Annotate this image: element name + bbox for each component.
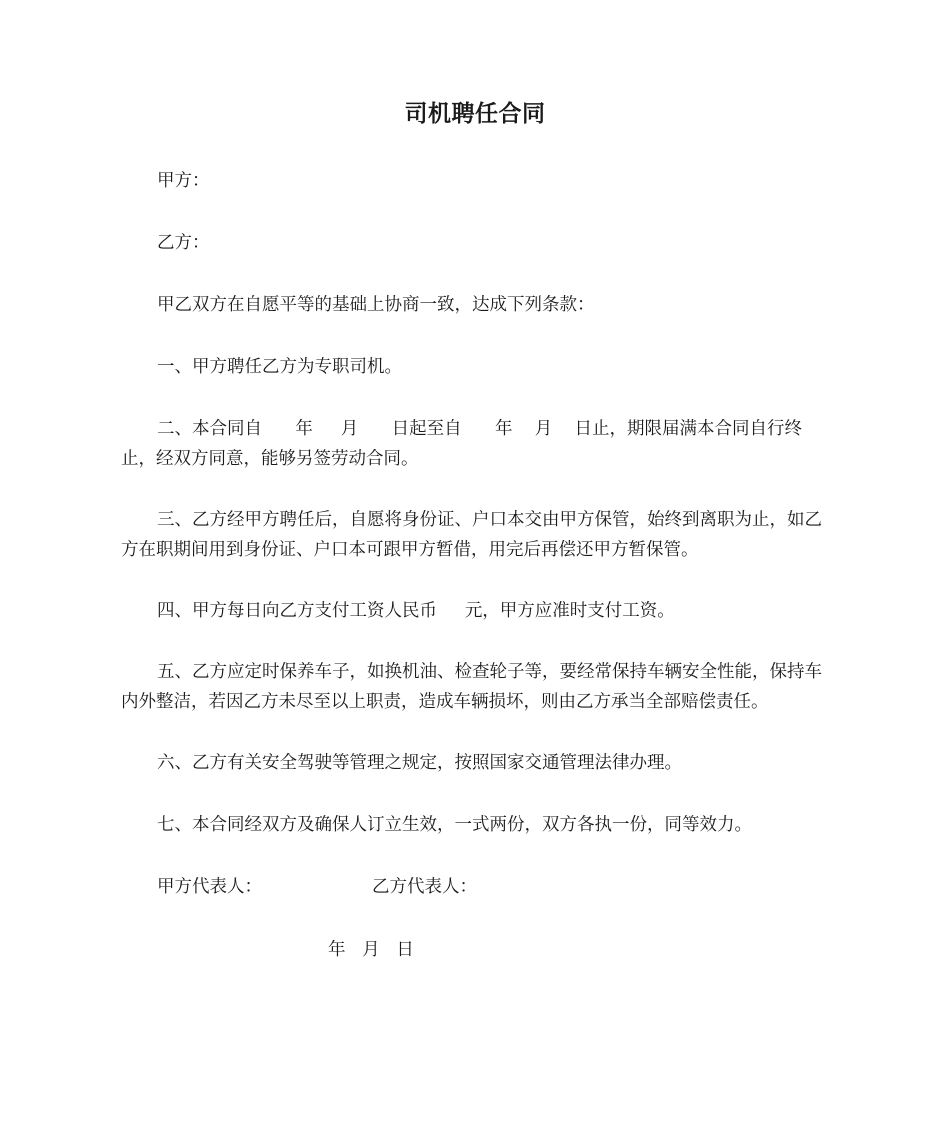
party-a-line: 甲方： <box>157 171 210 191</box>
party-b-line: 乙方： <box>157 233 210 253</box>
document-title: 司机聘任合同 <box>404 101 546 127</box>
clause-1: 一、甲方聘任乙方为专职司机。 <box>157 357 402 377</box>
party-b-representative: 乙方代表人： <box>372 877 477 897</box>
signature-date: 年 月 日 <box>328 940 414 960</box>
clause-6: 六、乙方有关安全驾驶等管理之规定，按照国家交通管理法律办理。 <box>157 753 682 773</box>
clause-7: 七、本合同经双方及确保人订立生效，一式两份，双方各执一份，同等效力。 <box>157 815 752 835</box>
clause-5: 五、乙方应定时保养车子，如换机油、检查轮子等，要经常保持车辆安全性能，保持车内外整洁，若因乙方未尽至以上职责，造成车辆损坏，则由乙方承当全部赔偿责任。 <box>121 662 822 712</box>
clause-3: 三、乙方经甲方聘任后，自愿将身份证、户口本交由甲方保管，始终到离职为止，如乙方在职期间用到身份证、户口本可跟甲方暂借，用完后再偿还甲方暂保管。 <box>121 510 822 560</box>
clause-2: 二、本合同自 年 月 日起至自 年 月 日止，期限届满本合同自行终止，经双方同意，能够另签劳动合同。 <box>121 419 802 469</box>
clause-4: 四、甲方每日向乙方支付工资人民币 元，甲方应准时支付工资。 <box>157 601 675 621</box>
party-a-representative: 甲方代表人： <box>157 877 262 897</box>
preamble: 甲乙双方在自愿平等的基础上协商一致，达成下列条款： <box>157 295 595 315</box>
